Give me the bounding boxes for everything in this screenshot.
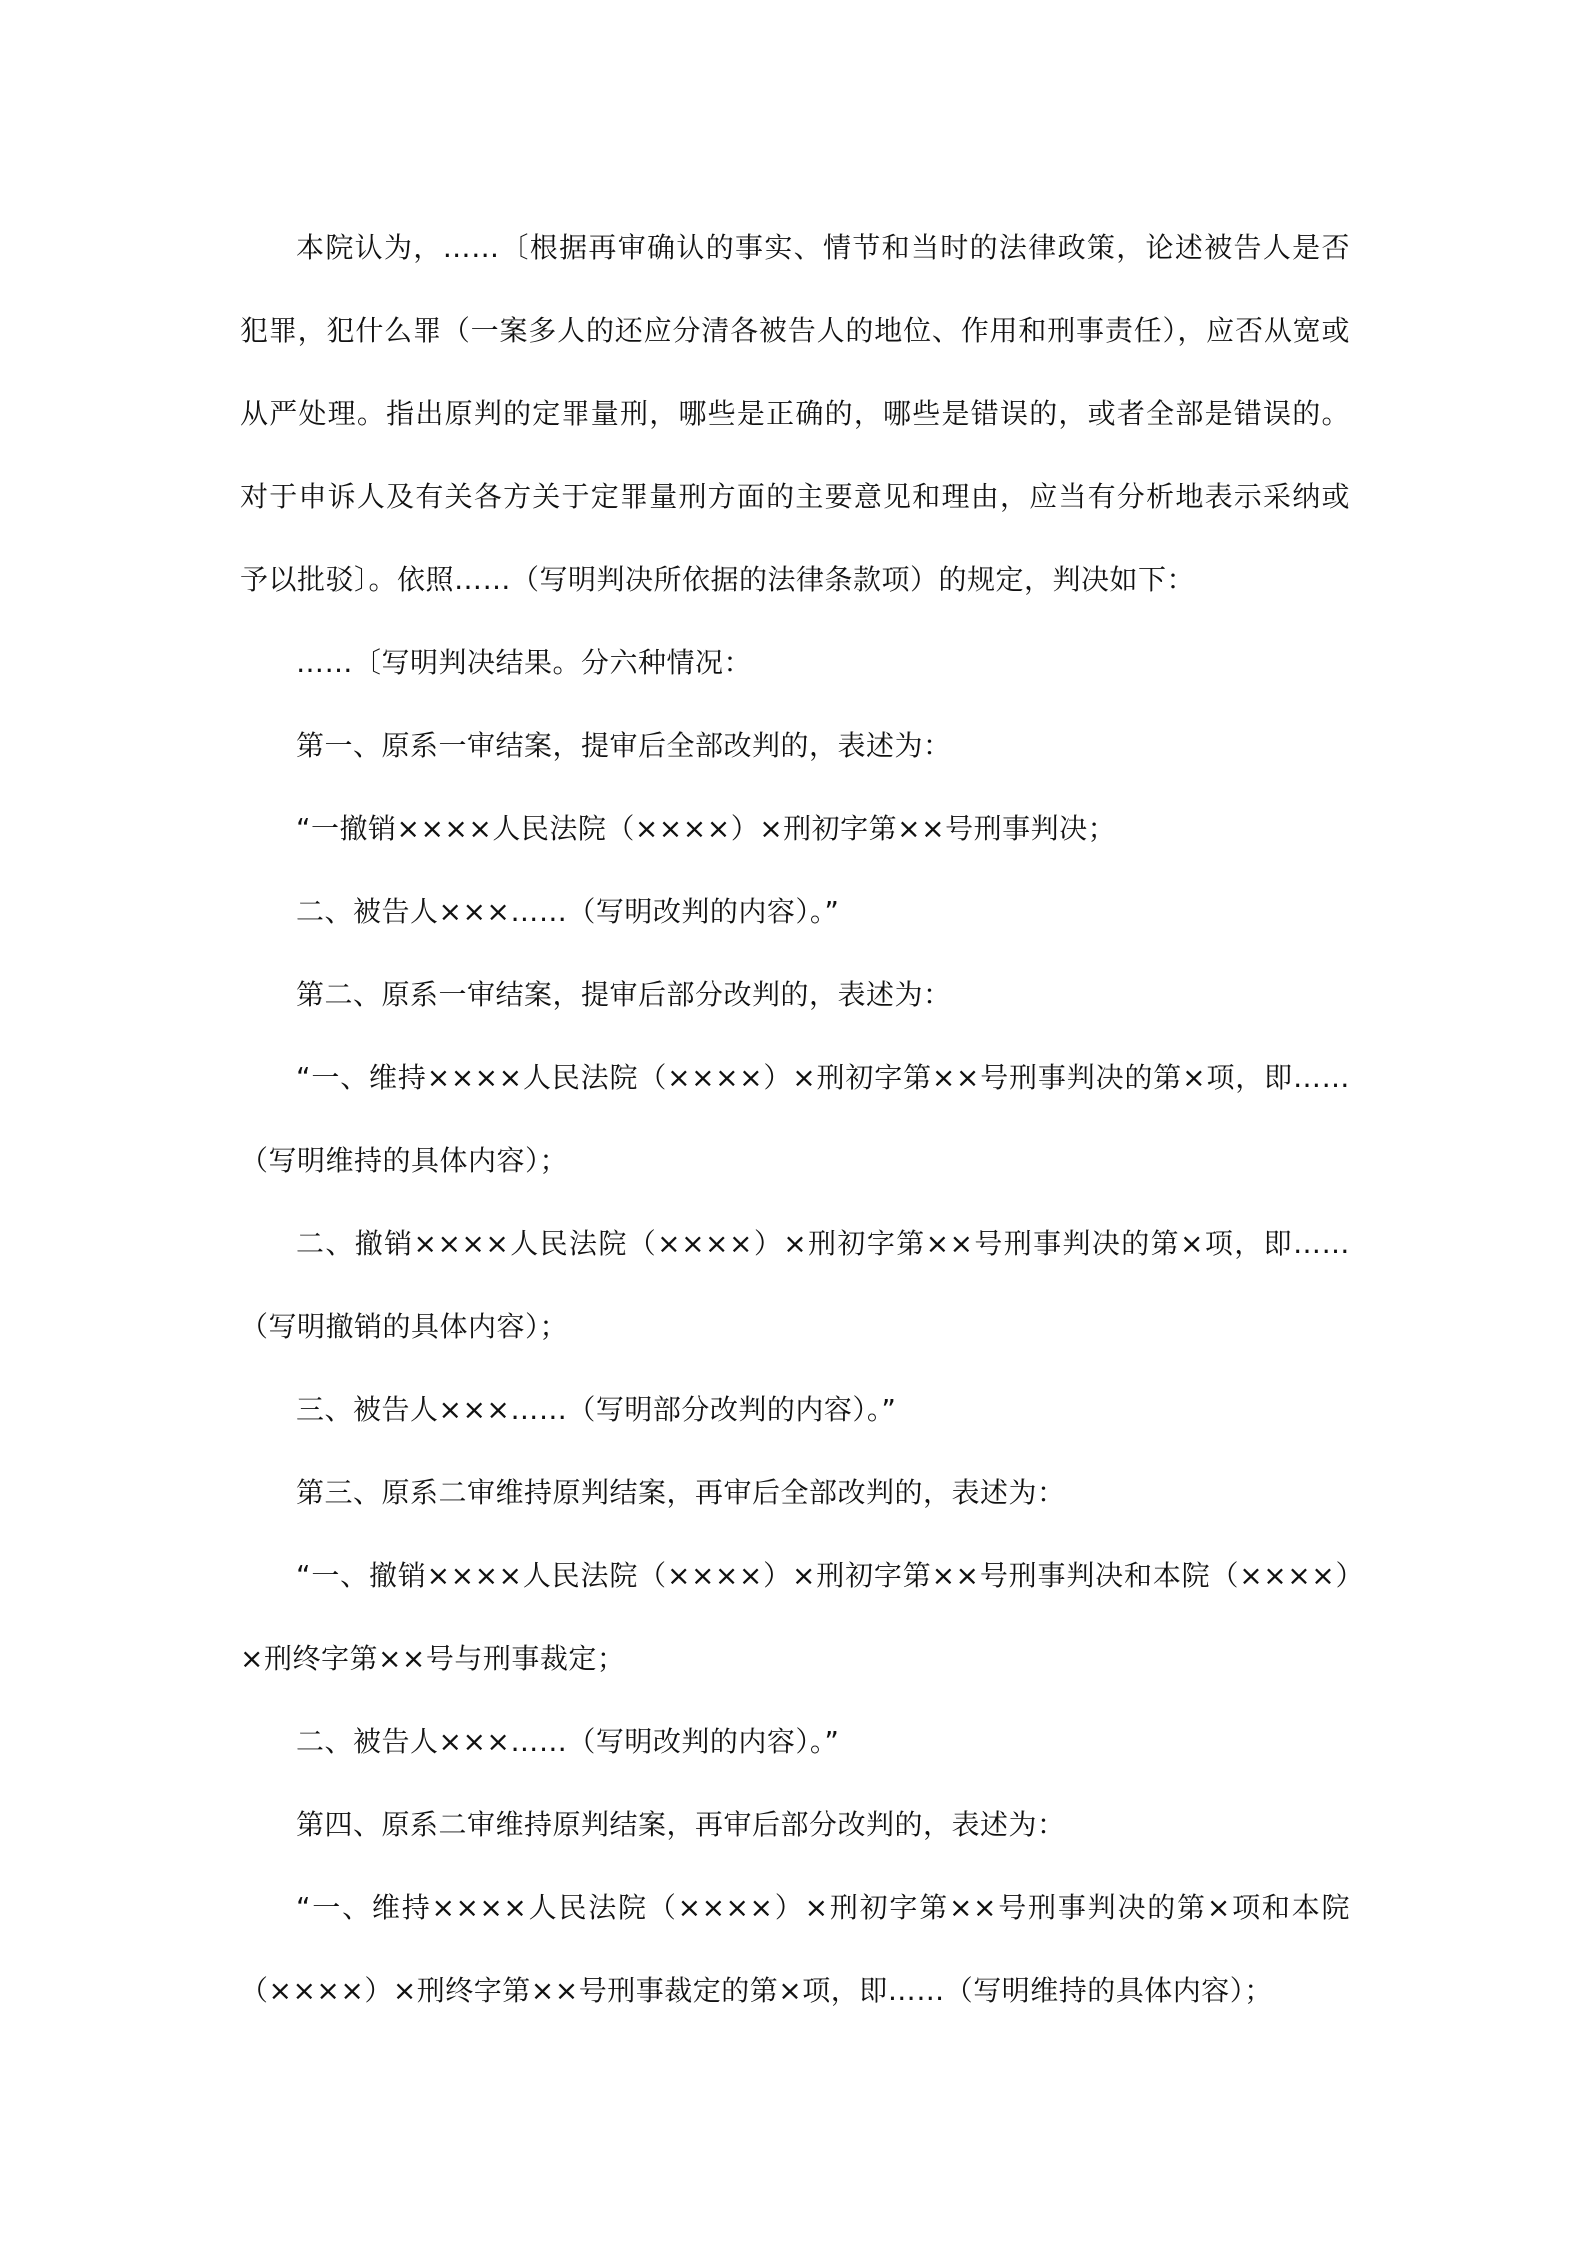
paragraph-case-one-heading	[240, 704, 1350, 787]
paragraph-case-two-item-one	[240, 1036, 1350, 1202]
paragraph-case-two-heading	[240, 953, 1350, 1036]
text-line: （写明撤销的具体内容）；	[240, 1310, 569, 1343]
text-line: 第一、原系一审结案，提审后全部改判的，表述为：	[296, 729, 952, 762]
paragraph-case-two-item-two	[240, 1202, 1350, 1368]
text-line: （写明维持的具体内容）；	[240, 1144, 569, 1177]
paragraph-case-three-item-two	[240, 1700, 1350, 1783]
text-line: “一撤销××××人民法院（××××）×刑初字第××号刑事判决；	[296, 812, 1117, 845]
paragraph-case-two-item-three	[240, 1368, 1350, 1451]
text-line: 指出原判的定罪量刑，哪些是正确的，哪些是错误的，或者全部是错误的。对于申诉人及有	[240, 397, 1350, 513]
document-body	[240, 206, 1350, 2032]
text-line: 二、被告人×××……（写明改判的内容）。”	[296, 1725, 840, 1758]
text-line: “一、维持××××人民法院（××××）×刑初字第××号刑事判决的第×项，即……	[296, 1061, 1350, 1094]
paragraph-case-three-heading	[240, 1451, 1350, 1534]
text-line: 二、被告人×××……（写明改判的内容）。”	[296, 895, 840, 928]
text-line: 第三、原系二审维持原判结案，再审后全部改判的，表述为：	[296, 1476, 1066, 1509]
text-line: 三、被告人×××……（写明部分改判的内容）。”	[296, 1393, 897, 1426]
text-line: 犯什么罪（一案多人的还应分清各被告人的地位、作用和刑事责任），应否从宽或从严处理。	[240, 314, 1350, 430]
text-line: （××××）×刑终字第××号刑事裁定的第×项，即……（写明维持的具体内容）；	[240, 1974, 1273, 2007]
text-line: 第四、原系二审维持原判结案，再审后部分改判的，表述为：	[296, 1808, 1066, 1841]
text-line: 二、撤销××××人民法院（××××）×刑初字第××号刑事判决的第×项，即……	[296, 1227, 1350, 1260]
paragraph-case-one-item-one	[240, 787, 1350, 870]
text-line: 关各方关于定罪量刑方面的主要意见和理由，应当有分析地表示采纳或予以批驳〕。依照……	[240, 480, 1350, 596]
paragraph-case-four-heading	[240, 1783, 1350, 1866]
text-line: “一、撤销××××人民法院（××××）×刑初字第××号刑事判决和本院（×××	[296, 1559, 1312, 1592]
text-line: “一、维持××××人民法院（××××）×刑初字第××号刑事判决的第×项和本院	[296, 1891, 1350, 1924]
text-line: 本院认为，……〔根据再审确认的事实、情节和当时的法律政策，论述被告人是否犯罪，	[240, 231, 1350, 347]
paragraph-case-three-item-one	[240, 1534, 1350, 1700]
paragraph-case-four-item-one	[240, 1866, 1350, 2032]
text-line: 第二、原系一审结案，提审后部分改判的，表述为：	[296, 978, 952, 1011]
paragraph-court-opinion	[240, 206, 1350, 621]
paragraph-case-one-item-two	[240, 870, 1350, 953]
text-line: ……〔写明判决结果。分六种情况：	[296, 646, 753, 679]
text-line: （写明判决所依据的法律条款项）的规定，判决如下：	[511, 563, 1196, 596]
paragraph-judgment-intro	[240, 621, 1350, 704]
text-line: ×）×刑终字第××号与刑事裁定；	[240, 1559, 1350, 1675]
